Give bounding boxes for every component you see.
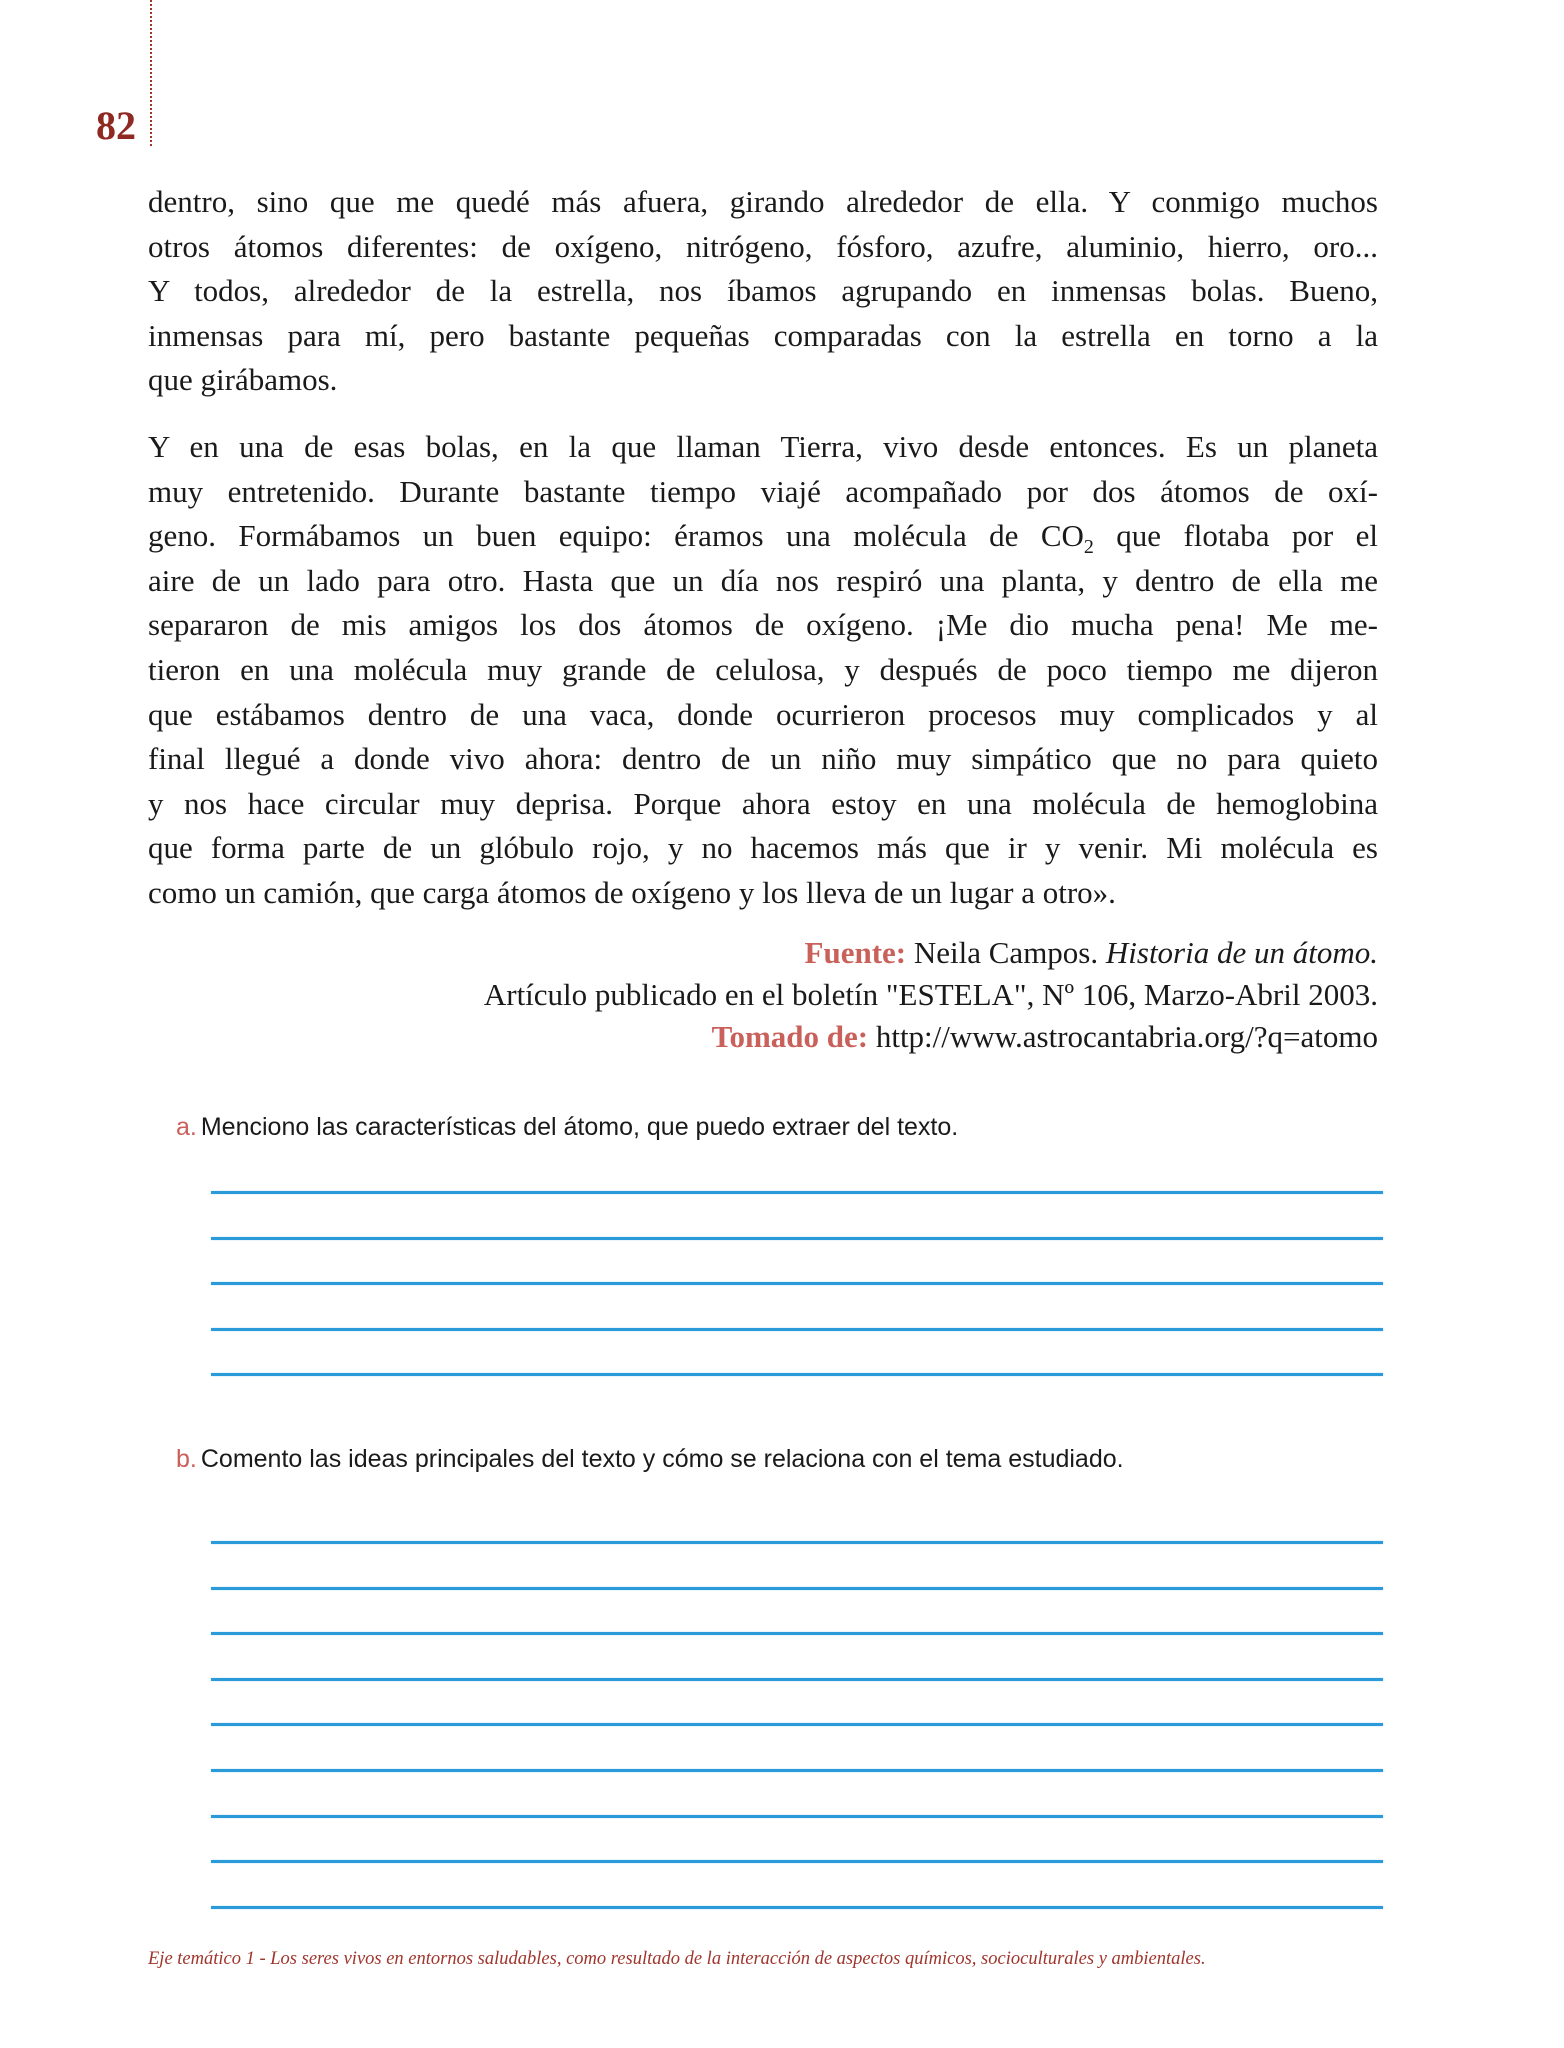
text-line-co2 xyxy=(148,514,1378,559)
text-line: y nos hace circular muy deprisa. Porque ahora estoy en una molécula de hemoglobina xyxy=(148,785,1378,821)
citation-source-line xyxy=(484,932,1378,974)
text-line: Y en una de esas bolas, en la que llaman Tierra, vivo desde entonces. Es un planeta xyxy=(148,428,1378,464)
text-line: Y todos, alrededor de la estrella, nos íbamos agrupando en inmensas bolas. Bueno, xyxy=(148,273,1378,309)
text-line: como un camión, que carga átomos de oxígeno y los lleva de un lugar a otro». xyxy=(148,874,1116,910)
reading-passage xyxy=(148,180,1378,938)
source-label: Fuente: xyxy=(804,935,907,970)
answer-line[interactable] xyxy=(211,1769,1383,1772)
answer-line[interactable] xyxy=(211,1587,1383,1590)
text-line: aire de un lado para otro. Hasta que un día nos respiró una planta, y dentro de ella me xyxy=(148,562,1378,598)
answer-line[interactable] xyxy=(211,1191,1383,1194)
paragraph-1 xyxy=(148,180,1378,403)
question-text: Comento las ideas principales del texto y cómo se relaciona con el tema estudiado. xyxy=(200,1445,1124,1473)
answer-line[interactable] xyxy=(211,1678,1383,1681)
co2-text-before: geno. Formábamos un buen equipo: éramos una molécula de CO xyxy=(148,518,1084,554)
citation-author: Neila Campos. xyxy=(906,935,1106,970)
text-line: inmensas para mí, pero bastante pequeñas comparadas con la estrella en torno a la xyxy=(148,317,1378,353)
text-line: final llegué a donde vivo ahora: dentro de un niño muy simpático que no para quieto xyxy=(148,741,1378,777)
text-line: que girábamos. xyxy=(148,362,338,398)
source-citation xyxy=(484,932,1378,1058)
question-letter: a. xyxy=(176,1113,197,1141)
citation-publication: Artículo publicado en el boletín "ESTELA", Nº 106, Marzo-Abril 2003. xyxy=(483,977,1378,1012)
co2-subscript: 2 xyxy=(1083,536,1094,559)
dotted-margin-rule xyxy=(150,0,152,146)
text-line: separaron de mis amigos los dos átomos de oxígeno. ¡Me dio mucha pena! Me me- xyxy=(148,607,1378,643)
answer-line[interactable] xyxy=(211,1282,1383,1285)
answer-line[interactable] xyxy=(211,1373,1383,1376)
answer-line[interactable] xyxy=(211,1328,1383,1331)
text-line: que forma parte de un glóbulo rojo, y no hacemos más que ir y venir. Mi molécula es xyxy=(148,830,1378,866)
citation-title: Historia de un átomo. xyxy=(1105,935,1378,970)
answer-line[interactable] xyxy=(211,1632,1383,1635)
answer-line[interactable] xyxy=(211,1237,1383,1240)
answer-line[interactable] xyxy=(211,1723,1383,1726)
answer-line[interactable] xyxy=(211,1815,1383,1818)
text-line: muy entretenido. Durante bastante tiempo viajé acompañado por dos átomos de oxí- xyxy=(148,473,1378,509)
question-letter: b. xyxy=(176,1445,197,1473)
question-text: Menciono las características del átomo, que puedo extraer del texto. xyxy=(200,1113,959,1141)
answer-line[interactable] xyxy=(211,1906,1383,1909)
co2-text-after: que flotaba por el xyxy=(1093,518,1379,554)
citation-url[interactable]: http://www.astrocantabria.org/?q=atomo xyxy=(868,1019,1378,1054)
text-line: tieron en una molécula muy grande de celulosa, y después de poco tiempo me dijeron xyxy=(148,651,1378,687)
citation-url-line xyxy=(484,1016,1378,1058)
text-line: dentro, sino que me quedé más afuera, girando alrededor de ella. Y conmigo muchos xyxy=(148,184,1378,219)
question-b xyxy=(176,1444,1124,1474)
question-a xyxy=(176,1112,958,1142)
paragraph-2 xyxy=(148,425,1378,916)
thematic-axis-footer: Eje temático 1 - Los seres vivos en entornos saludables, como resultado de la interacción de aspectos químicos, socioculturales y ambientales. xyxy=(148,1949,1206,1969)
answer-line[interactable] xyxy=(211,1541,1383,1544)
text-line: que estábamos dentro de una vaca, donde ocurrieron procesos muy complicados y al xyxy=(148,696,1378,732)
text-line: otros átomos diferentes: de oxígeno, nitrógeno, fósforo, azufre, aluminio, hierro, oro... xyxy=(148,228,1378,264)
taken-from-label: Tomado de: xyxy=(711,1019,869,1054)
answer-line[interactable] xyxy=(211,1860,1383,1863)
page-number: 82 xyxy=(96,103,136,148)
